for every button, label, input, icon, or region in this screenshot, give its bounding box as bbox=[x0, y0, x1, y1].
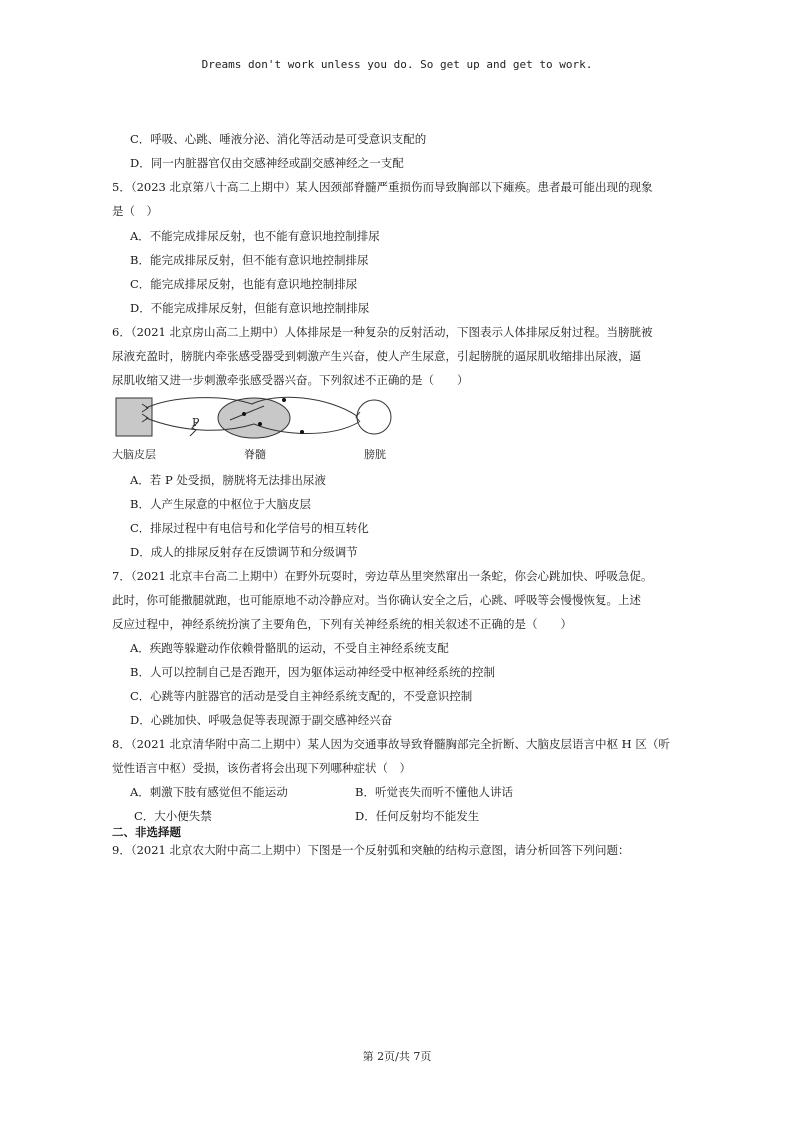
q6-stem-line3: 尿肌收缩又进一步刺激牵张感受器兴奋。下列叙述不正确的是（ ） bbox=[112, 373, 469, 387]
q8-option-d: D．任何反射均不能发生 bbox=[355, 809, 480, 823]
q8-option-c: C．大小便失禁 bbox=[134, 809, 212, 823]
q7-stem-line2: 此时，你可能撒腿就跑，也可能原地不动冷静应对。当你确认安全之后，心跳、呼吸等会慢慢恢复。上述 bbox=[112, 593, 641, 607]
q5-option-b: B．能完成排尿反射，但不能有意识地控制排尿 bbox=[130, 253, 369, 267]
spinal-cord-ellipse bbox=[218, 398, 290, 438]
q7-option-a: A．疾跑等躲避动作依赖骨骼肌的运动，不受自主神经系统支配 bbox=[130, 641, 449, 655]
section-title: 二、非选择题 bbox=[112, 825, 181, 839]
q6-option-c: C．排尿过程中有电信号和化学信号的相互转化 bbox=[130, 521, 369, 535]
label-cortex: 大脑皮层 bbox=[112, 448, 156, 461]
q8-option-b: B．听觉丧失而听不懂他人讲话 bbox=[355, 785, 513, 799]
header-motto: Dreams don't work unless you do. So get up and get to work. bbox=[201, 58, 593, 71]
q6-option-d: D．成人的排尿反射存在反馈调节和分级调节 bbox=[130, 545, 358, 559]
q7-stem-line3: 反应过程中，神经系统扮演了主要角色，下列有关神经系统的相关叙述不正确的是（ ） bbox=[112, 617, 572, 631]
label-bladder: 膀胱 bbox=[364, 448, 386, 461]
q8-stem-line2: 觉性语言中枢）受损，该伤者将会出现下列哪种症状（ ） bbox=[112, 761, 411, 775]
q5-stem-line1: 5．（2023 北京第八十高二上期中）某人因颈部脊髓严重损伤而导致胸部以下瘫痪。患者最可能出现的现象 bbox=[112, 180, 653, 194]
q9-stem-line1: 9．（2021 北京农大附中高二上期中）下图是一个反射弧和突触的结构示意图，请分析回答下列问题： bbox=[112, 843, 630, 857]
q5-stem-line2: 是（ ） bbox=[112, 204, 158, 218]
q6-stem-line2: 尿液充盈时，膀胱内牵张感受器受到刺激产生兴奋，使人产生尿意，引起膀胱的逼尿肌收缩排出尿液，逼 bbox=[112, 349, 641, 363]
q6-option-b: B．人产生尿意的中枢位于大脑皮层 bbox=[130, 497, 311, 511]
q5-option-a: A．不能完成排尿反射，也不能有意识地控制排尿 bbox=[130, 229, 380, 243]
q8-option-a: A．刺激下肢有感觉但不能运动 bbox=[130, 785, 288, 799]
reflex-diagram bbox=[112, 392, 412, 464]
q6-option-a: A．若 P 处受损，膀胱将无法排出尿液 bbox=[130, 473, 326, 487]
page-number: 第 2页/共 7页 bbox=[362, 1050, 432, 1063]
q7-option-d: D．心跳加快、呼吸急促等表现源于副交感神经兴奋 bbox=[130, 713, 393, 727]
q8-stem-line1: 8．（2021 北京清华附中高二上期中）某人因为交通事故导致脊髓胸部完全折断、大脑皮层语言中枢 H 区（听 bbox=[112, 737, 670, 751]
label-spinal: 脊髓 bbox=[244, 448, 266, 461]
q7-option-b: B．人可以控制自己是否跑开，因为躯体运动神经受中枢神经系统的控制 bbox=[130, 665, 495, 679]
q4-option-c: C．呼吸、心跳、唾液分泌、消化等活动是可受意识支配的 bbox=[130, 132, 427, 146]
q4-option-d: D．同一内脏器官仅由交感神经或副交感神经之一支配 bbox=[130, 156, 404, 170]
q7-option-c: C．心跳等内脏器官的活动是受自主神经系统支配的，不受意识控制 bbox=[130, 689, 473, 703]
label-p: P bbox=[192, 416, 200, 429]
q6-stem-line1: 6．（2021 北京房山高二上期中）人体排尿是一种复杂的反射活动，下图表示人体排尿反射过程。当膀胱被 bbox=[112, 325, 653, 339]
q5-option-c: C．能完成排尿反射，也能有意识地控制排尿 bbox=[130, 277, 358, 291]
bladder-circle bbox=[357, 400, 391, 434]
q7-stem-line1: 7．（2021 北京丰台高二上期中）在野外玩耍时，旁边草丛里突然窜出一条蛇，你会心跳加快、呼吸急促。 bbox=[112, 569, 653, 583]
q5-option-d: D．不能完成排尿反射，但能有意识地控制排尿 bbox=[130, 301, 370, 315]
